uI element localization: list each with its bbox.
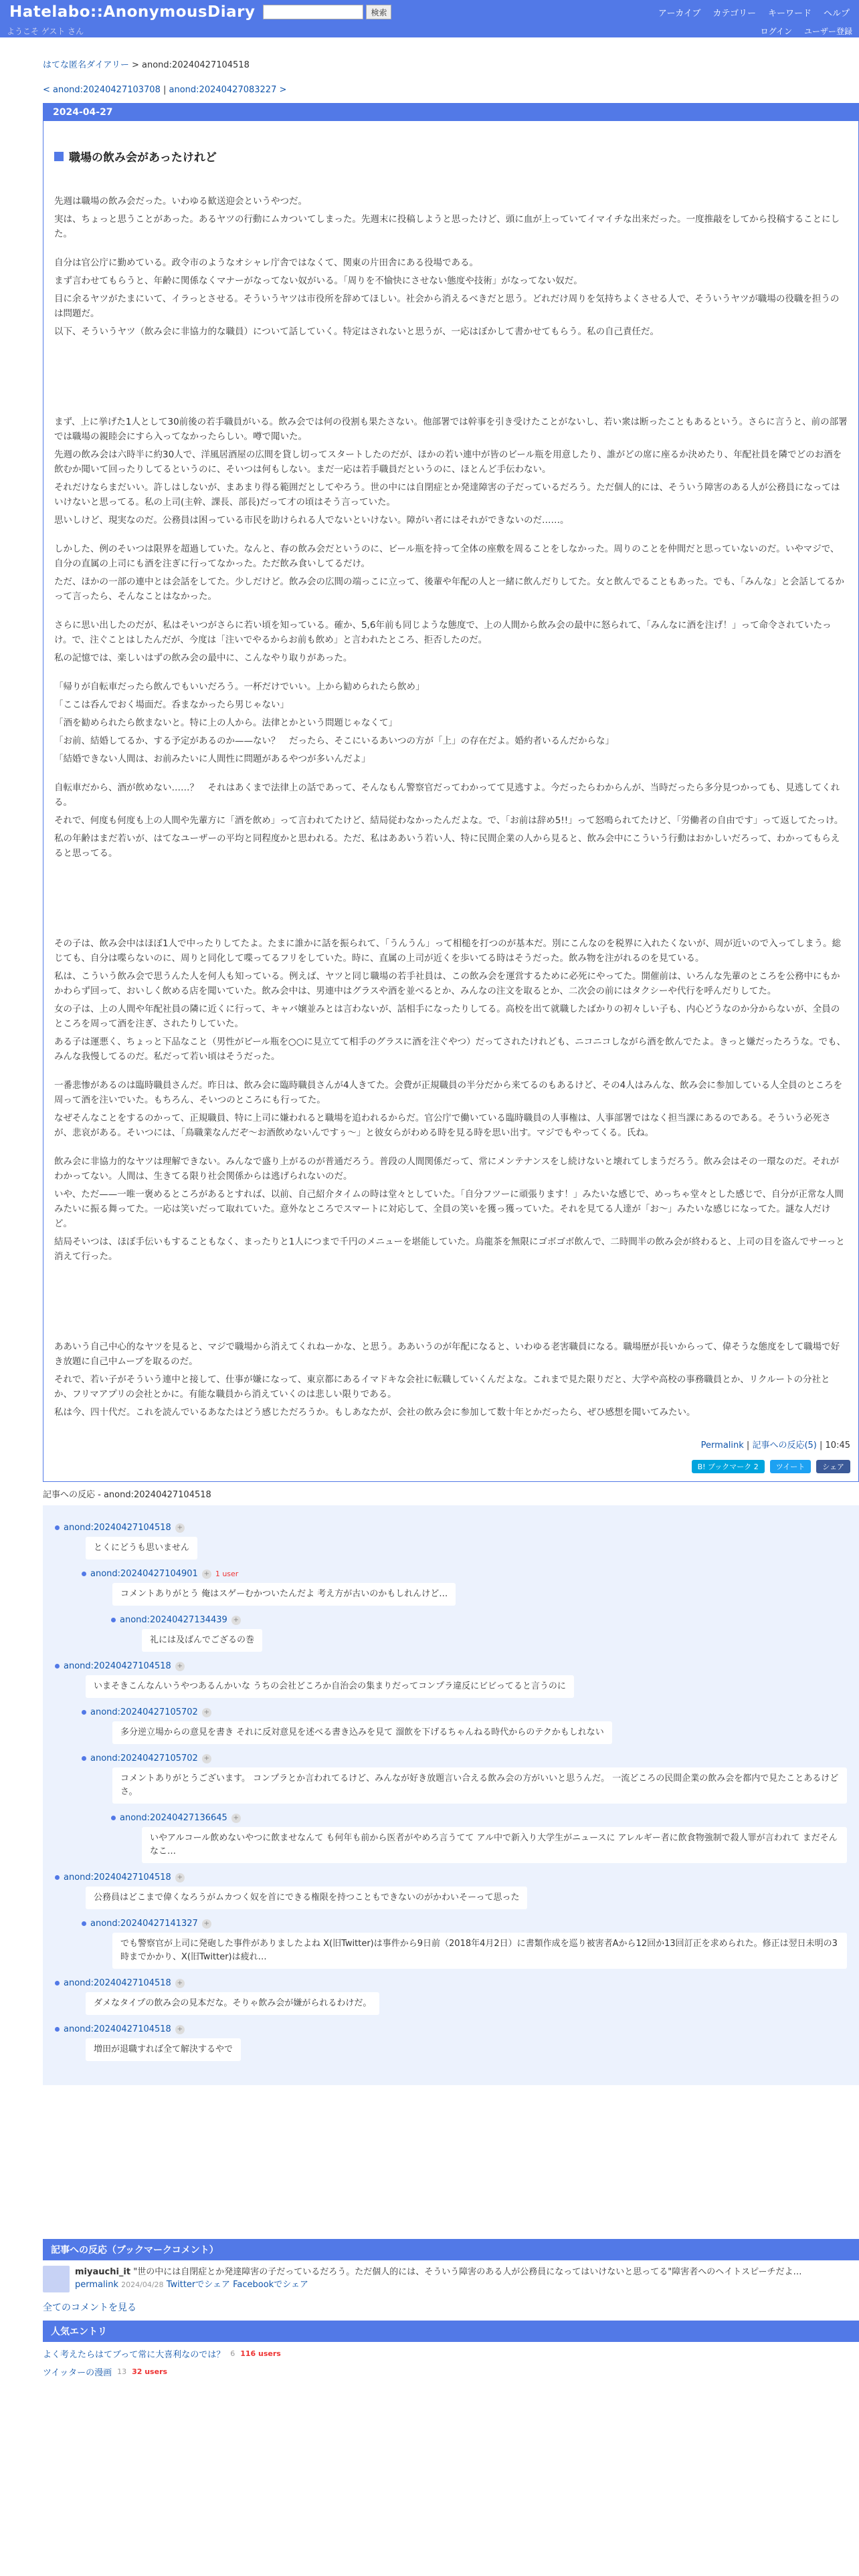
expand-icon[interactable]: + (202, 1570, 211, 1579)
popular-entry-link[interactable]: ツイッターの漫画 (43, 2368, 112, 2378)
comment-count: 13 (117, 2367, 127, 2376)
permalink-link[interactable]: Permalink (700, 1440, 744, 1451)
reaction-item (82, 1753, 847, 1804)
expand-icon[interactable]: + (231, 1814, 241, 1823)
paragraph: なぜそんなことをするのかって、正規職員、特に上司に嫌われると職場を追われるからだ。官公庁で働いている臨時職員の人事権は、人事部署ではなく担当課にあるのである。そういう必死さが、悲哀がある。そいつには、「鳥職業なんだぞ〜お酒飲めないんですぅ〜」と彼女らがわめる時を見る時を思い出す。マジでもやってくる。氏ね。 (54, 1113, 831, 1138)
paragraph: 自分は官公庁に勤めている。政令市のようなオシャレ庁舎ではなくて、関東の片田舎にある役場である。 (54, 257, 478, 268)
expand-icon[interactable]: + (175, 1873, 185, 1883)
spacer (54, 607, 848, 618)
paragraph: 「酒を勧められたら飲まないと。特に上の人から。法律とかという問題じゃなくて」 (54, 718, 397, 728)
search-button[interactable]: 検索 (366, 5, 391, 19)
tweet-button[interactable]: ツイート (770, 1460, 811, 1473)
reaction-text: とくにどうも思いません (86, 1537, 197, 1560)
paragraph: 「結婚できない人間は、お前みたいに人間性に問題があるやつが多いんだよ」 (54, 754, 371, 764)
paragraph: まず、上に挙げた1人として30前後の若手職員がいる。飲み会では何の役割も果たさない。他部署では幹事を引き受けたことがないし、若い衆は断ったこともあるという。さらに言うと、前の部署では職場の親睦会にすら入ってなかったらしい。噂で聞いた。 (54, 417, 848, 442)
bullet-icon (55, 2027, 60, 2032)
paragraph: 「ここは呑んでおく場面だ。呑まなかったら男じゃない」 (54, 700, 289, 710)
reaction-item (55, 1872, 847, 1909)
paragraph: 先週の飲み会は六時半に約30人で、洋風居酒屋の広間を貸し切ってスタートしたのだが、ほかの若い連中が皆のビール瓶を用意したり、誰がどの席に座るか決めたり、年配社員を隣でどのお酒を飲むか聞いて回ったりしてるというのに、そいつは何もしない。まだ一応は若手職員だというのに、ほとんど手伝わない。 (54, 449, 842, 475)
paragraph: 飲み会に非協力的なヤツは理解できない。みんなで盛り上がるのが普通だろう。普段の人間関係だって、常にメンテナンスをし続けないと壊れてしまうだろう。飲み会はその一環なのだ。それがわかってない。人間は、生きてる限り社会関係からは逃げられないのだ。 (54, 1156, 840, 1182)
share-buttons (43, 1456, 858, 1481)
nav-help[interactable]: ヘルプ (823, 8, 850, 19)
article-date: 2024-04-27 (43, 104, 858, 121)
paragraph: 「帰りが自転車だったら飲んでもいいだろう。一杯だけでいい。上から勧められたら飲め」 (54, 681, 425, 692)
bookmark-comments-title: 記事への反応（ブックマークコメント） (43, 2239, 859, 2260)
bookmark-twitter-share[interactable]: Twitterでシェア (166, 2280, 230, 2290)
spacer (54, 1267, 848, 1339)
bullet-icon (111, 1816, 116, 1820)
paragraph: 「お前、結婚してるか、する予定があるのか——ない？ だったら、そこにいるあいつの方が「上」の存在だよ。婚約者いるんだからな」 (54, 736, 614, 746)
bookmark-permalink[interactable]: permalink (75, 2280, 118, 2290)
paragraph: ある子は運悪く、ちょっと下品なこと（男性がビール瓶を○○に見立てて相手のグラスに酒を注ぐやつ）だってされたけれども、ニコニコしながら酒を飲んでたよ。きっと嫌だったろうな。でも、みんな我慢してるのだ。私だって若い頃はそうだった。 (54, 1037, 846, 1062)
reactions-list (43, 1505, 859, 2085)
bullet-icon (55, 1664, 60, 1669)
search-input[interactable] (263, 5, 363, 19)
paragraph: 以下、そういうヤツ（飲み会に非協力的な職員）について話していく。特定はされないと思うが、一応はぼかして書かせてもらう。私の自己責任だ。 (54, 326, 659, 337)
paragraph: 私の記憶では、楽しいはずの飲み会の最中に、こんなやり取りがあった。 (54, 653, 353, 663)
reaction-link[interactable]: anond:20240427105702 (90, 1753, 198, 1763)
reaction-link[interactable]: anond:20240427104518 (64, 1661, 171, 1671)
paragraph: ああいう自己中心的なヤツを見ると、マジで職場から消えてくれねーかな、と思う。ああいうのが年配になると、いわゆる老害職員になる。職場歴が長いからって、偉そうな態度をして職場で好き放題に自己中ムーブを取るのだ。 (54, 1341, 840, 1367)
paragraph: 女の子は、上の人間や年配社員の隣に近くに行って、キャバ嬢並みとは言わないが、話相手になったりしてる。高校を出て就職したばかりの初々しい子も、内心どうなのか分からないが、全員のところを周って酒を注ぎ、されたりしていた。 (54, 1004, 840, 1029)
reaction-item (111, 1813, 847, 1863)
reaction-text: コメントありがとう 俺はスゲーむかついたんだよ 考え方が古いのかもしれんけど… (112, 1583, 456, 1606)
paragraph: 結局そいつは、ほぼ手伝いもすることもなく、まったりと1人につまで千円のメニューを堪能していた。烏龍茶を無限にゴボゴボ飲んで、二時間半の飲み会が終わると、上司の目を盗んでサーっと消えて行った。 (54, 1237, 845, 1262)
reaction-link[interactable]: anond:20240427136645 (120, 1813, 227, 1823)
reactions-title: 記事への反応 - anond:20240427104518 (43, 1490, 211, 1500)
header (0, 0, 859, 24)
site-logo[interactable]: Hatelabo::AnonymousDiary (9, 3, 256, 21)
expand-icon[interactable]: + (231, 1616, 241, 1625)
bookmark-user[interactable]: miyauchi_it (75, 2267, 131, 2277)
register-link[interactable]: ユーザー登録 (803, 26, 852, 36)
bullet-icon (82, 1710, 86, 1715)
article (43, 103, 859, 1482)
reaction-text: 公務員はどこまで偉くなろうがムカつく奴を首にできる権限を持つこともできないのがかわいそーって思った (86, 1887, 527, 1909)
bullet-icon (82, 1921, 86, 1926)
breadcrumb-current: anond:20240427104518 (142, 60, 250, 70)
bookmark-users[interactable]: 1 user (215, 1570, 239, 1578)
comment-count: 6 (230, 2349, 235, 2358)
expand-icon[interactable]: + (202, 1708, 211, 1717)
reaction-link[interactable]: anond:20240427134439 (120, 1615, 227, 1625)
login-link[interactable]: ログイン (760, 26, 792, 36)
paragraph: しかした、例のそいつは限界を超過していた。なんと、春の飲み会だというのに、ビール瓶を持って全体の座敷を周ることをしなかった。周りのことを仲間だと思っていないのだ。いやマジで、自分の直属の上司にも酒を注ぎに行ってなかった。ただ飲み食いしてるだけ。 (54, 544, 840, 569)
square-icon (54, 152, 64, 161)
reaction-link[interactable]: anond:20240427104518 (64, 1523, 171, 1533)
popular-entry-link[interactable]: よく考えたらはてブって常に大喜利なのでは？ (43, 2350, 225, 2360)
popular-entries-title: 人気エントリ (43, 2321, 859, 2342)
reaction-link[interactable]: anond:20240427104518 (64, 1978, 171, 1988)
prev-entry-link[interactable]: < anond:20240427103708 (43, 85, 161, 95)
reaction-link[interactable]: anond:20240427141327 (90, 1919, 198, 1929)
paragraph: 思いしけど、現実なのだ。公務員は困っている市民を助けられる人でないといけない。障がい者にはそれができないのだ……。 (54, 515, 569, 526)
paragraph: 実は、ちょっと思うことがあった。あるヤツの行動にムカついてしまった。先週末に投稿しようと思ったけど、頭に血が上っていてイマイチな出来だった。一度推敲をしてから投稿することにした。 (54, 214, 840, 239)
reaction-link[interactable]: anond:20240427104518 (64, 1872, 171, 1883)
spacer (54, 531, 848, 542)
paragraph: その子は、飲み会中はほぼ1人で中ったりしてたよ。たまに誰かに話を振られて、「うんうん」って相槌を打つのが基本だ。別にこんなのを税界に入れたくないが、周が近いので入ってしまう。総じても、自分は喋らないのに、周りと同化して喋ってるフリをしていた。時に、直属の上司が近くを歩いてる時はそうだった。飲み物を注がれるのを見ている。 (54, 938, 842, 964)
pager: < anond:20240427103708 | anond:20240427083227 > (43, 85, 287, 95)
reaction-link[interactable]: anond:20240427105702 (90, 1707, 198, 1717)
popular-entry (43, 2365, 859, 2378)
reaction-item (82, 1569, 847, 1606)
expand-icon[interactable]: + (175, 1979, 185, 1988)
bookmark-users[interactable]: 116 users (240, 2349, 281, 2358)
spacer (54, 864, 848, 936)
reaction-text: 増田が退職すれば全て解決するやで (86, 2038, 241, 2061)
reaction-text: でも警察官が上司に発砲した事件がありましたよね X(旧Twitter)は事件から9日前（2018年4月2日）に書類作成を巡り被害者Aから12回か13回訂正を求められた。修正は翌日未明の3時までかかり、X(旧Twitter)は疲れ… (112, 1933, 847, 1969)
breadcrumb-home[interactable]: はてな匿名ダイアリー (43, 60, 129, 70)
expand-icon[interactable]: + (202, 1754, 211, 1763)
avatar[interactable] (43, 2266, 70, 2292)
reaction-item (55, 1661, 847, 1698)
nav-archive[interactable]: アーカイブ (658, 8, 701, 19)
paragraph: 私は、こういう飲み会で思うんた人を何人も知っている。例えば、ヤツと同じ職場の若手社員は、この飲み会を運営するために必死にやってた。開催前は、いろんな先輩のところを公務中にもかかわらず回って、おいしく飲める店を聞いていた。飲み会中は、男連中はグラスや酒を並べるとか、みんなの注文を取るとか、二次会の前にはタクシーや代行を呼んだりしてた。 (54, 971, 840, 996)
article-title[interactable]: 職場の飲み会があったけれど (54, 148, 858, 165)
bookmark-comment (43, 2266, 859, 2292)
reaction-text: 多分逆立場からの意見を書き それに反対意見を述べる書き込みを見て 溜飲を下げるちゃんねる時代からのテクかもしれない (112, 1721, 612, 1744)
reaction-link[interactable]: anond:20240427104901 (90, 1569, 198, 1579)
spacer (54, 342, 848, 415)
expand-icon[interactable]: + (175, 1523, 185, 1533)
reaction-item (82, 1919, 847, 1969)
article-body (43, 165, 858, 1420)
expand-icon[interactable]: + (202, 1919, 211, 1929)
reaction-text: 礼には及ばんでござるの巻 (142, 1629, 262, 1652)
bookmark-users[interactable]: 32 users (132, 2367, 168, 2376)
reaction-item (55, 2024, 847, 2061)
reaction-item (82, 1707, 847, 1744)
welcome-text: ようこそ ゲスト さん (7, 26, 84, 36)
reaction-link[interactable]: anond:20240427104518 (64, 2024, 171, 2034)
article-footer: Permalink | 記事への反応(5) | 10:45 (700, 1440, 850, 1451)
expand-icon[interactable]: + (175, 2025, 185, 2034)
paragraph: 先週は職場の飲み会だった。いわゆる歓送迎会というやつだ。 (54, 196, 307, 207)
bookmark-facebook-share[interactable]: Facebookでシェア (233, 2280, 308, 2290)
popular-entry (43, 2347, 859, 2360)
reaction-text: コメントありがとうございます。 コンプラとか言われてるけど、みんなが好き放題言い合える飲み会の方がいいと思うんだ。 一流どころの民間企業の飲み会を都内で見たことあるけどさ。 (112, 1767, 847, 1804)
breadcrumb: はてな匿名ダイアリー > anond:20240427104518 (43, 60, 250, 70)
all-comments-link[interactable]: 全てのコメントを見る (43, 2302, 136, 2313)
user-bar (0, 24, 859, 37)
paragraph: それだけならまだいい。許しはしないが、まあまり得る範囲だとしてやろう。世の中には自閉症とか発達障害の子だっているだろう。ただ個人的には、そういう障害のある人が公務員になってはいけないと思ってる。私の上司(主幹、課長、部長)だって才の頃はそう言っていた。 (54, 482, 840, 508)
paragraph: それで、何度も何度も上の人間や先輩方に「酒を飲め」って言われてたけど、結局従わなかったんだよな。で、「お前は辞め5!!」って怒鳴られてたけど、「労働者の自由です」って返してたっけ。 (54, 815, 844, 826)
spacer (54, 770, 848, 780)
paragraph: ただ、ほかの一部の連中とは会話をしてた。少しだけど。飲み会の広間の端っこに立って、後輩や年配の人と一緒に飲んだりしてた。女と飲んでることもあった。でも、「みんな」と会話してるかって言ったら、そんなことはなかった。 (54, 576, 844, 602)
spacer (54, 1067, 848, 1078)
bookmark-text: "世の中には自閉症とか発達障害の子だっているだろう。ただ個人的には、そういう障害のある人が公務員になってはいけないと思ってる"障害者へのヘイトスピーチだよ… (133, 2267, 802, 2277)
expand-icon[interactable]: + (175, 1662, 185, 1671)
bullet-icon (111, 1618, 116, 1622)
bullet-icon (55, 1875, 60, 1880)
reaction-item (55, 1523, 847, 1560)
trackback-link[interactable]: 記事への反応(5) (752, 1440, 817, 1451)
spacer (54, 245, 848, 255)
paragraph: 自転車だから、酒が飲めない……？ それはあくまで法律上の話であって、そんなもん警察官だってわかってて見逃すよ。今だったらわからんが、当時だったら多分見つかっても、見逃してくれる。 (54, 782, 840, 808)
reaction-item (55, 1978, 847, 2015)
facebook-share-button[interactable]: シェア (816, 1460, 850, 1473)
bookmark-date: 2024/04/28 (121, 2280, 164, 2289)
paragraph: それで、若い子がそういう連中と接して、仕事が嫌になって、東京都にあるイマドキな会社に転職していくんだよな。これまで見た限りだと、大学や高校の事務職員とか、リクルートの分社とか、フリマアプリの会社とかに。有能な職員から消えていくのは悲しい限りである。 (54, 1374, 830, 1400)
reaction-text: いまそきこんなんいうやつあるんかいな うちの会社どころか自治会の集まりだってコンプラ違反にビビってると言うのに (86, 1675, 574, 1698)
paragraph: 私は今、四十代だ。これを読んでいるあなたはどう感じただろうか。もしあなたが、会社の飲み会に参加して数十年とかだったら、ぜひ感想を聞いてみたい。 (54, 1407, 696, 1418)
paragraph: 一番悲惨があるのは臨時職員さんだ。昨日は、飲み会に臨時職員さんが4人きてた。会費が正規職員の半分だから来てるのもあるけど、その4人はみんな、飲み会に参加している人全員のところを周って酒を注いでいた。もちろん、そいつのところにも行ってた。 (54, 1080, 843, 1105)
reaction-item (111, 1615, 847, 1652)
nav-category[interactable]: カテゴリー (712, 8, 756, 19)
spacer (54, 1144, 848, 1154)
bullet-icon (82, 1756, 86, 1761)
paragraph: まず言わせてもらうと、年齢に関係なくマナーがなってない奴がいる。「周りを不愉快にさせない態度や技術」がなってない奴だ。 (54, 276, 583, 286)
paragraph: さらに思い出したのだが、私はそいつがさらに若い頃を知っている。確か、5,6年前も同じような態度で、上の人間から飲み会の最中に怒られて、「みんなに酒を注げ！」って命令されていたっけ。で、注ぐことはしたんだが、今度は「注いでやるからお前も飲め」と言われたところ、拒否したのだ。 (54, 620, 832, 645)
bullet-icon (55, 1981, 60, 1985)
reaction-text: ダメなタイプの飲み会の見本だな。そりゃ飲み会が嫌がられるわけだ。 (86, 1992, 379, 2015)
reaction-text: いやアルコール飲めないやつに飲ませなんて も何年も前から医者がやめろ言うてて アル中で新入り大学生がニュースに アレルギー者に飲食物強制で殺人罪が言われて まだそんなこ… (142, 1827, 847, 1863)
paragraph: 目に余るヤツがたまにいて、イラっとさせる。そういうヤツは市役所を辞めてほしい。社会から消えるべきだと思う。どれだけ周りを気持ちよくさせる人で、そういうヤツが職場の役職を担うのは問題だ。 (54, 294, 840, 319)
paragraph: 私の年齢はまだ若いが、はてなユーザーの平均と同程度かと思われる。ただ、私はああいう若い人、特に民間企業の人から見ると、飲み会中にこういう行動はおかしいだろって、わかってもらえると思ってる。 (54, 833, 840, 859)
nav-keyword[interactable]: キーワード (767, 8, 812, 19)
hatena-bookmark-button[interactable]: B! ブックマーク 2 (692, 1460, 765, 1473)
next-entry-link[interactable]: anond:20240427083227 > (169, 85, 287, 95)
spacer (54, 669, 848, 679)
bullet-icon (82, 1572, 86, 1576)
top-nav (658, 6, 850, 19)
bullet-icon (55, 1525, 60, 1530)
post-time: 10:45 (825, 1440, 850, 1451)
paragraph: いや、ただ——一唯一褒めるところがあるとすれば、以前、自己紹介タイムの時は堂々としていた。「自分フツーに頑張ります！」みたいな感じで、めっちゃ堂々とした感じで、自分が正常な人間みたいに振る舞ってた。一応は笑いだって取れていた。意外なところでスマートに対応して、全員の笑いを獲っ獲っていた。それを見てる人達が「お〜」みたいな感じになってた。謎な人だけど。 (54, 1189, 844, 1229)
